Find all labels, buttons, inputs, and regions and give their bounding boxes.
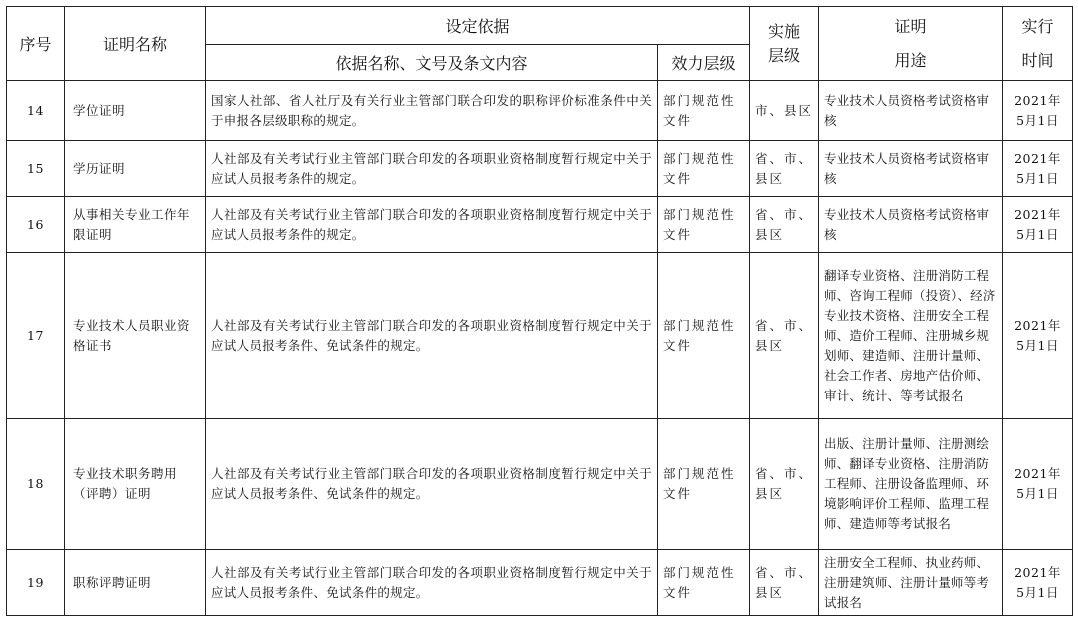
cell-basis: 人社部及有关考试行业主管部门联合印发的各项职业资格制度暂行规定中关于应试人员报考条件的规定。 [206, 141, 658, 197]
cell-effect-level: 部门规范性文件 [658, 81, 750, 141]
header-no: 序号 [7, 7, 65, 81]
cell-name: 专业技术职务聘用（评聘）证明 [65, 419, 206, 550]
cell-basis: 人社部及有关考试行业主管部门联合印发的各项职业资格制度暂行规定中关于应试人员报考条件、免试条件的规定。 [206, 419, 658, 550]
cell-no: 18 [7, 419, 65, 550]
cell-use: 专业技术人员资格考试资格审核 [819, 81, 1003, 141]
cell-time-year: 2021年 [1014, 206, 1061, 222]
cell-no: 17 [7, 253, 65, 419]
header-name: 证明名称 [65, 7, 206, 81]
cell-impl-level: 省、市、县区 [750, 550, 819, 616]
cell-time [1003, 197, 1073, 253]
cell-time-date: 5月1日 [1016, 112, 1059, 128]
cell-impl-level: 省、市、县区 [750, 197, 819, 253]
header-time-line2: 时间 [1021, 50, 1054, 70]
cell-time-year: 2021年 [1014, 92, 1061, 108]
cell-name: 从事相关专业工作年限证明 [65, 197, 206, 253]
cell-name: 学位证明 [65, 81, 206, 141]
cell-basis: 人社部及有关考试行业主管部门联合印发的各项职业资格制度暂行规定中关于应试人员报考条件、免试条件的规定。 [206, 253, 658, 419]
cell-impl-level: 省、市、县区 [750, 141, 819, 197]
table-header [7, 7, 1073, 81]
cell-no: 19 [7, 550, 65, 616]
table-body [7, 81, 1073, 616]
cell-time-year: 2021年 [1014, 317, 1061, 333]
cell-time-date: 5月1日 [1016, 584, 1059, 600]
certificate-table [6, 6, 1073, 616]
header-use [819, 7, 1003, 81]
cell-basis: 国家人社部、省人社厅及有关行业主管部门联合印发的职称评价标准条件中关于申报各层级职称的规定。 [206, 81, 658, 141]
header-impl-level-line1: 实施 [768, 21, 801, 41]
cell-use: 出版、注册计量师、注册测绘师、翻译专业资格、注册消防工程师、注册设备监理师、环境影响评价工程师、监理工程师、建造师等考试报名 [819, 419, 1003, 550]
cell-time [1003, 141, 1073, 197]
cell-no: 15 [7, 141, 65, 197]
cell-effect-level: 部门规范性文件 [658, 141, 750, 197]
table-row [7, 81, 1073, 141]
cell-time-year: 2021年 [1014, 466, 1061, 481]
cell-impl-level: 省、市、县区 [750, 253, 819, 419]
table-row [7, 141, 1073, 197]
header-time-line1: 实行 [1021, 16, 1054, 36]
header-impl-level-line2: 层级 [768, 45, 801, 65]
cell-name: 职称评聘证明 [65, 550, 206, 616]
cell-name: 学历证明 [65, 141, 206, 197]
cell-effect-level: 部门规范性文件 [658, 419, 750, 550]
table-row [7, 253, 1073, 419]
header-basis-content: 依据名称、文号及条文内容 [206, 45, 658, 81]
cell-impl-level: 市、县区 [750, 81, 819, 141]
cell-no: 16 [7, 197, 65, 253]
header-basis-group: 设定依据 [206, 7, 750, 45]
cell-effect-level: 部门规范性文件 [658, 550, 750, 616]
header-use-line1: 证明 [894, 16, 927, 36]
header-time [1003, 7, 1073, 81]
cell-time-year: 2021年 [1014, 150, 1061, 166]
cell-time [1003, 419, 1073, 550]
cell-time-date: 5月1日 [1016, 170, 1059, 186]
cell-time-date: 5月1日 [1016, 486, 1059, 501]
cell-time-date: 5月1日 [1016, 226, 1059, 242]
cell-basis: 人社部及有关考试行业主管部门联合印发的各项职业资格制度暂行规定中关于应试人员报考条件的规定。 [206, 197, 658, 253]
cell-no: 14 [7, 81, 65, 141]
cell-use: 翻译专业资格、注册消防工程师、咨询工程师（投资）、经济专业技术资格、注册安全工程师、造价工程师、注册城乡规划师、建造师、注册计量师、社会工作者、房地产估价师、审计、统计、等考试报名 [819, 253, 1003, 419]
cell-use: 注册安全工程师、执业药师、注册建筑师、注册计量师等考试报名 [819, 550, 1003, 616]
cell-time-date: 5月1日 [1016, 337, 1059, 353]
header-effect-level: 效力层级 [658, 45, 750, 81]
cell-effect-level: 部门规范性文件 [658, 197, 750, 253]
header-impl-level [750, 7, 819, 81]
cell-use: 专业技术人员资格考试资格审核 [819, 197, 1003, 253]
table-row [7, 419, 1073, 550]
cell-impl-level: 省、市、县区 [750, 419, 819, 550]
cell-time [1003, 253, 1073, 419]
cell-name: 专业技术人员职业资格证书 [65, 253, 206, 419]
cell-basis: 人社部及有关考试行业主管部门联合印发的各项职业资格制度暂行规定中关于应试人员报考条件、免试条件的规定。 [206, 550, 658, 616]
header-use-line2: 用途 [894, 50, 927, 70]
cell-time [1003, 81, 1073, 141]
table-row [7, 550, 1073, 616]
cell-use: 专业技术人员资格考试资格审核 [819, 141, 1003, 197]
table-row [7, 197, 1073, 253]
cell-effect-level: 部门规范性文件 [658, 253, 750, 419]
cell-time-year: 2021年 [1014, 564, 1061, 580]
cell-time [1003, 550, 1073, 616]
